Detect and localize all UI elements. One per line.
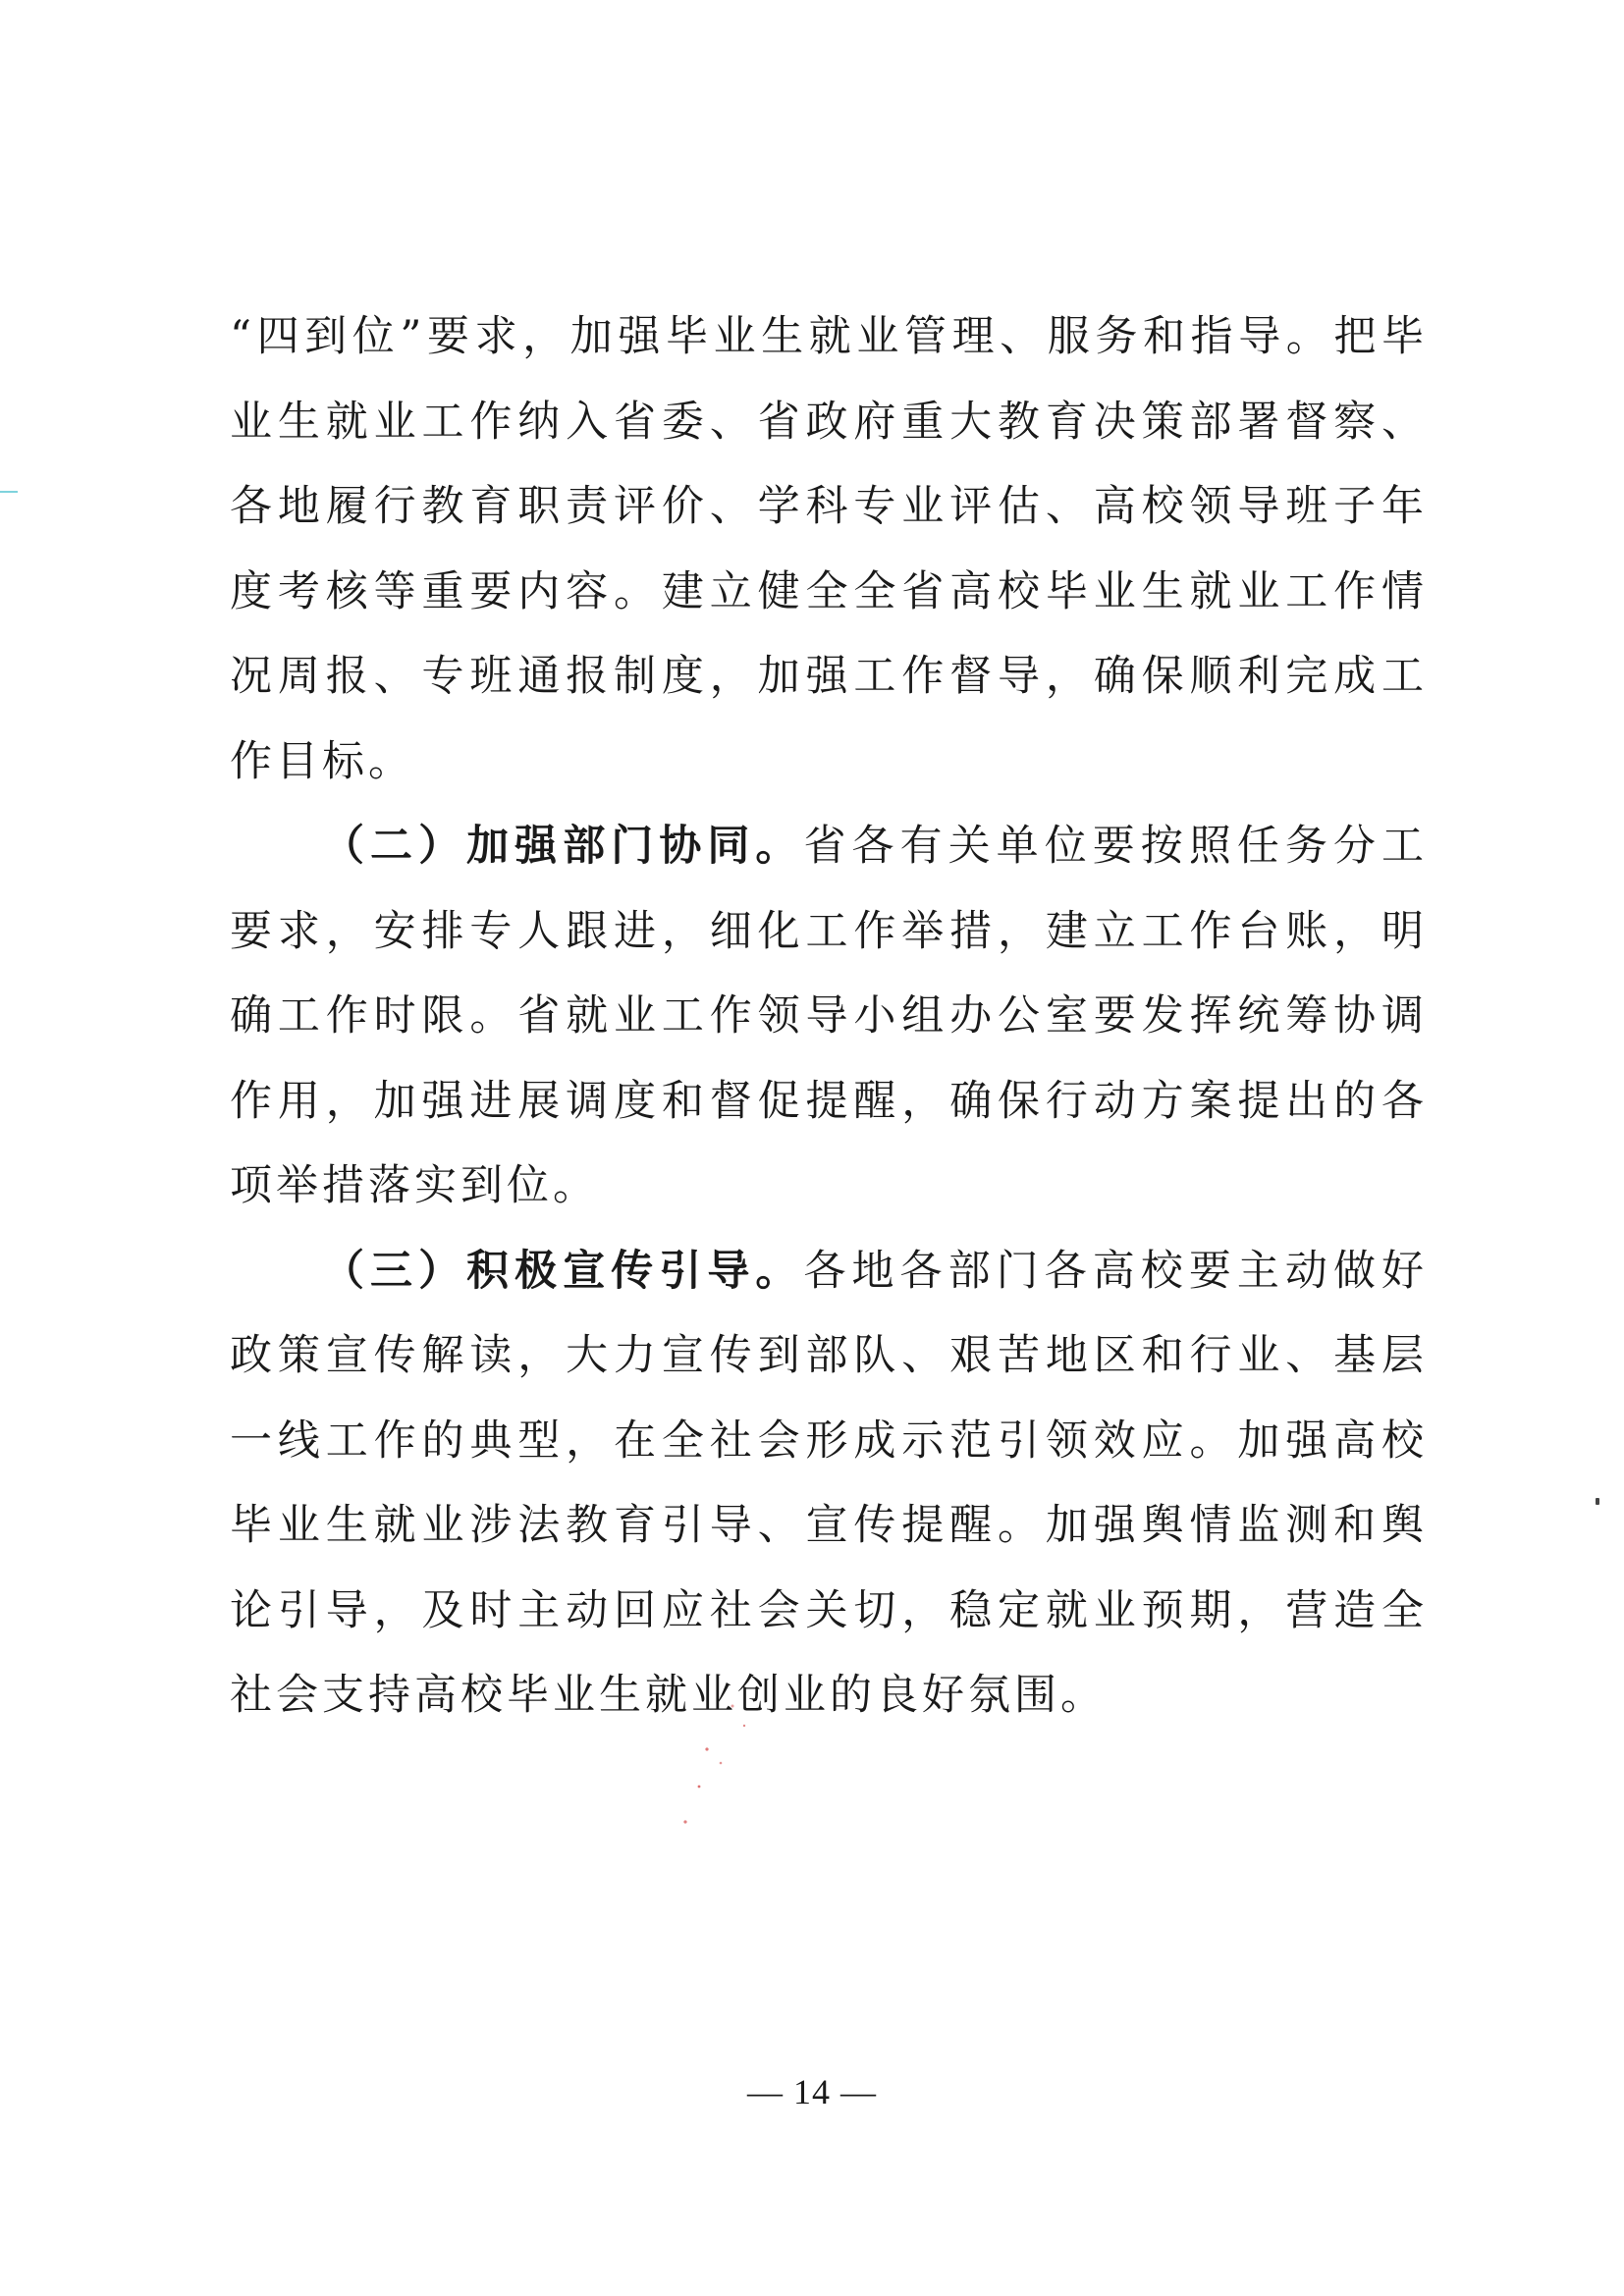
paragraph-text: 省各有关单位要按照任务分工要求，安排专人跟进，细化工作举措，建立工作台账，明确工作时限。省就业工作领导小组办公室要发挥统筹协调作用，加强进展调度和督促提醒，确保行动方案提出的各项举措落实到位。 bbox=[230, 822, 1429, 1210]
paragraph-department-coordination bbox=[230, 804, 1428, 1229]
paragraph-publicity-guidance bbox=[230, 1229, 1428, 1738]
body-text bbox=[230, 294, 1428, 1738]
section-heading: （三）积极宣传引导。 bbox=[322, 1246, 804, 1296]
scan-edge-mark bbox=[0, 491, 18, 493]
page-number: — 14 — bbox=[747, 2072, 877, 2111]
scan-speck bbox=[1596, 1498, 1599, 1505]
paragraph-continued bbox=[230, 294, 1428, 804]
section-heading: （二）加强部门协同。 bbox=[322, 822, 804, 871]
paragraph-text: 各地各部门各高校要主动做好政策宣传解读，大力宣传到部队、艰苦地区和行业、基层一线工作的典型，在全社会形成示范引领效应。加强高校毕业生就业涉法教育引导、宣传提醒。加强舆情监测和舆论引导，及时主动回应社会关切，稳定就业预期，营造全社会支持高校毕业生就业创业的良好氛围。 bbox=[230, 1246, 1429, 1720]
paragraph-text: “四到位”要求，加强毕业生就业管理、服务和指导。把毕业生就业工作纳入省委、省政府重大教育决策部署督察、各地履行教育职责评价、学科专业评估、高校领导班子年度考核等重要内容。建立健全全省高校毕业生就业工作情况周报、专班通报制度，加强工作督导，确保顺利完成工作目标。 bbox=[230, 312, 1428, 786]
